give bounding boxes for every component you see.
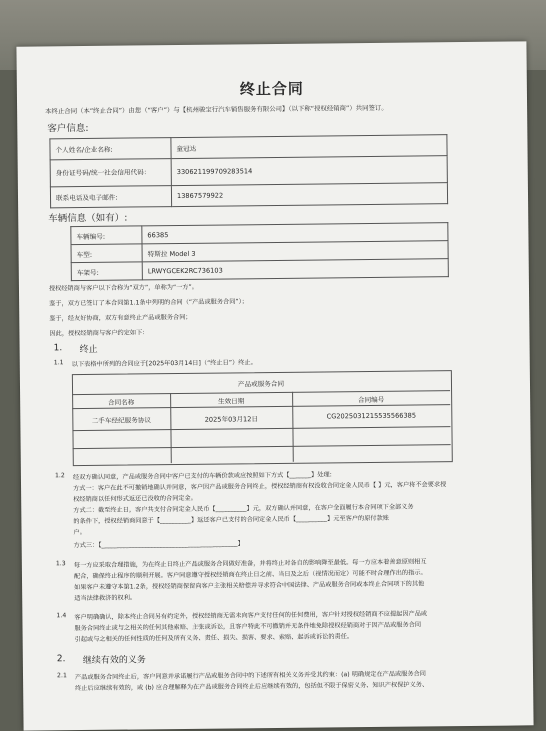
clause-1-1-text: 以下表格中所列的合同应于[2025年03月14日]（“终止日”）终止。 xyxy=(71,359,257,369)
vehicle-model-value: 特斯拉 Model 3 xyxy=(142,241,448,262)
vehicle-number-label: 车辆编号: xyxy=(71,226,142,245)
product-table-title: 产品或服务合同 xyxy=(237,379,285,389)
section-2-number: 2. xyxy=(56,654,66,665)
customer-contact-label: 联系电话及电子邮件: xyxy=(50,186,171,208)
clause-1-2-line: 经双方确认同意，产品或服务合同中客户已支付的车辆价款或应按照如下方式【_______】处理: xyxy=(72,471,332,482)
clause-1-4-line: 服务合同终止或与之相关的任何其他索赔、主张或诉讼，且客户特此不可撤销并无条件地免除授权经销商对于因产品或服务合同 xyxy=(74,621,422,633)
section-1-title: 终止 xyxy=(79,344,98,356)
customer-info-table xyxy=(49,134,448,208)
customer-id-value: 330621199709283514 xyxy=(171,156,447,186)
section-2-title: 继续有效的义务 xyxy=(82,655,146,667)
table-row xyxy=(50,156,447,187)
clause-1-2-line: 方式二：截至终止日，客户共支付合同定金人民币【__________】元，双方确认并同意，在客户全面履行本合同项下全部义务 xyxy=(73,503,414,515)
customer-info-heading: 客户信息: xyxy=(47,122,89,135)
clause-1-4-number: 1.4 xyxy=(56,612,67,620)
cell-contract-name: 二手车经纪服务协议 xyxy=(91,416,152,425)
customer-name-value: 童冠达 xyxy=(171,135,447,159)
clause-1-3-line: 如果客户未遵守本第1.2条，授权经销商保留向客户主张相关赔偿并寻求符合中国法律、产品或服务合同或本终止合同项下的其他 xyxy=(74,580,425,592)
cell-effective-date: 2025年03月12日 xyxy=(204,415,259,424)
recital-intent: 鉴于，经友好协商，双方有意终止产品或服务合同； xyxy=(49,313,192,323)
clause-1-2-line: 方式三：【____________________________________________】 xyxy=(73,540,244,550)
clause-1-2-line: 的条件下，授权经销商同意于【__________】返还客户已支付的合同定金人民币【__________】元至客户的原付款账 xyxy=(73,514,389,526)
intro-paragraph: 本终止合同（本“终止合同”）由您（“客户”）与【杭州骏宝行汽车销售服务有限公司】（以下称“授权经销商”）共同签订。 xyxy=(45,103,388,116)
vehicle-info-heading: 车辆信息（如有）: xyxy=(48,212,128,225)
clause-1-3-line: 适当法律救济的权利。 xyxy=(74,594,137,603)
clause-1-3-number: 1.3 xyxy=(55,560,66,568)
clause-1-4-line: 客户明确确认，除本终止合同另有约定外，授权经销商无需未向客户支付任何的任何费用，客户针对授权经销商不应提起因产品或 xyxy=(74,610,428,622)
table-row xyxy=(71,259,448,281)
header-contract-name: 合同名称 xyxy=(107,398,135,407)
clause-2-1-number: 2.1 xyxy=(56,672,67,680)
document-title: 终止合同 xyxy=(239,79,304,99)
recital-contract: 鉴于，双方已签订了本合同第1.1条中列明的合同（“产品或服务合同”）； xyxy=(49,298,248,308)
vehicle-model-label: 车型: xyxy=(71,244,142,263)
clause-2-1-line: 产品或服务合同终止后，客户同意并承诺履行产品或服务合同中的下述所有相关义务并受其约束：(a) 明确规定在产品或服务合同 xyxy=(75,670,426,682)
table-row xyxy=(50,183,447,208)
clause-1-2-line: 权经销商以任何形式返还已没收的合同定金。 xyxy=(73,494,197,504)
recital-parties: 授权经销商与客户以下合称为“双方”，单称为“一方”。 xyxy=(48,283,198,293)
contract-document xyxy=(16,41,533,730)
clause-1-2-line: 户。 xyxy=(73,528,86,537)
clause-2-1-line: 终止后应继续有效的，或 (b) 应合理解释为在产品或服务合同终止后应继续有效的，包括但不限于保密义务、知识产权保护义务、 xyxy=(75,681,429,693)
header-effective-date: 生效日期 xyxy=(217,397,245,406)
vin-label: 车架号: xyxy=(71,262,142,281)
cell-contract-number: CG2025031215535566385 xyxy=(326,411,417,421)
clause-1-2-line: 方式一：客户在此不可撤销地确认并同意，客户因产品或服务合同终止，授权经销商有权没收合同定金人民币【 】元，客户将不会要求授 xyxy=(73,481,447,493)
clause-1-1-number: 1.1 xyxy=(53,359,64,367)
vin-value: LRWYGCEK2RC736103 xyxy=(142,259,448,280)
vehicle-number-value: 66385 xyxy=(142,223,448,244)
clause-1-4-line: 引起或与之相关的任何性质的任何及所有义务、责任、损失、损害、要求、索赔、起诉或诉讼的责任。 xyxy=(74,633,354,644)
vehicle-info-table xyxy=(70,222,449,281)
recital-agreement: 因此，授权经销商与客户约定如下： xyxy=(49,329,149,338)
customer-name-label: 个人姓名/企业名称: xyxy=(50,138,171,160)
customer-id-label: 身份证号码/统一社会信用代码： xyxy=(50,159,171,187)
customer-contact-value: 13867579922 xyxy=(171,183,447,207)
section-1-number: 1. xyxy=(53,343,63,354)
clause-1-3-line: 配合，确保终止程序的顺利开展。客户同意遵守授权经销商在终止日之前、当日及之后（视情况而定）可能不时合理作出的指示。 xyxy=(73,569,427,581)
clause-1-3-line: 每一方应采取合理措施，为在终止日终止产品或服务合同做好准备，并将终止对各自的影响降至最低。每一方应本着善意原则相互 xyxy=(73,558,427,570)
clause-1-2-number: 1.2 xyxy=(54,472,65,480)
header-contract-number: 合同编号 xyxy=(357,395,385,405)
